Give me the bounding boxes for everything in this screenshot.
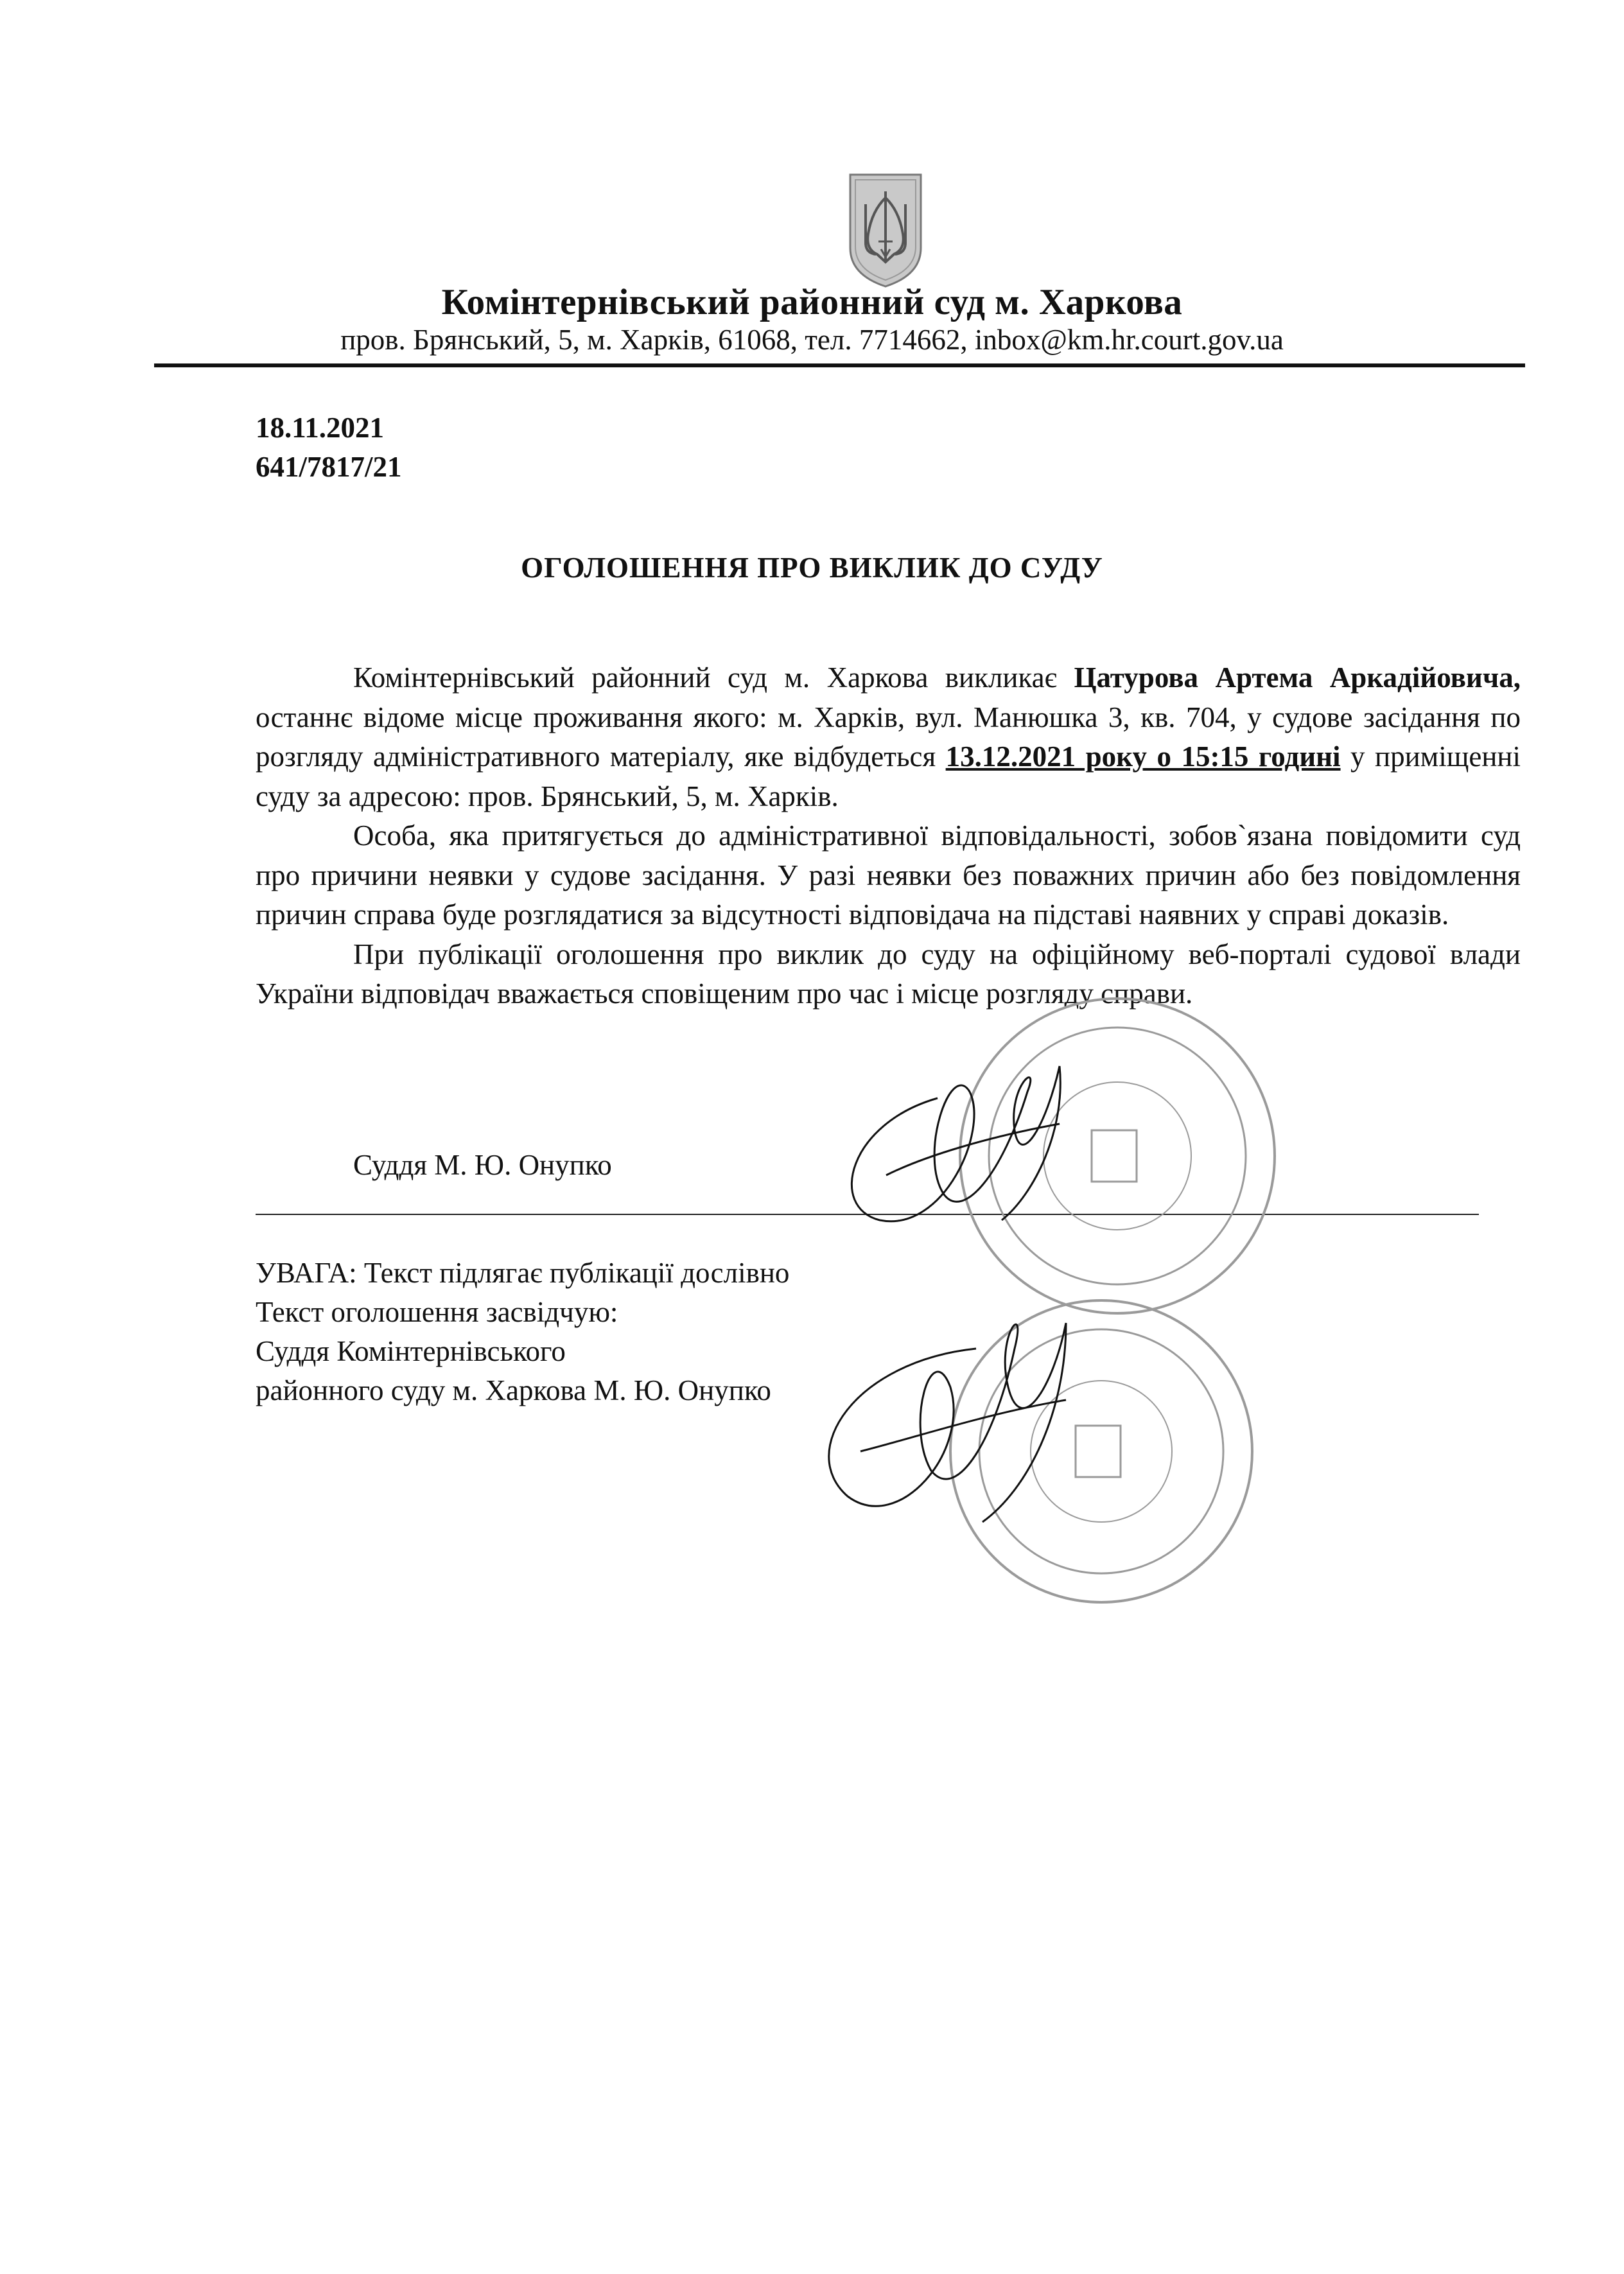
certifying-handwritten-signature xyxy=(829,1323,1066,1522)
document-title: ОГОЛОШЕННЯ ПРО ВИКЛИК ДО СУДУ xyxy=(521,552,1103,584)
footer-warning: УВАГА: Текст підлягає публікації дослівно xyxy=(256,1257,790,1289)
certification-block xyxy=(256,1254,789,1410)
paragraph-obligation: Особа, яка притягується до адміністративної відповідальності, зобов`язана повідомити суд про причини неявки у судове засідання. У разі неявки без поважних причин або без повідомлення причин справа буде розглядатися за відсутності відповідача на підставі наявних у справі доказів. xyxy=(256,819,1521,931)
paragraph-publication: При публікації оголошення про виклик до суду на офіційному веб-порталі судової влади України відповідач вважається сповіщеним про час і місце розгляду справи. xyxy=(256,938,1521,1010)
summons-location: у приміщенні суду за адресою: пров. Брянський, 5, м. Харків. xyxy=(256,740,1521,812)
footer-judge-name: районного суду м. Харкова М. Ю. Онупко xyxy=(256,1374,771,1406)
case-number: 641/7817/21 xyxy=(256,451,402,483)
stamps-and-signatures xyxy=(758,963,1336,1605)
trident-coat-of-arms-icon xyxy=(846,172,925,289)
announcement-body xyxy=(256,658,1521,1014)
court-seal-lower xyxy=(950,1300,1252,1602)
hearing-datetime: 13.12.2021 року о 15:15 годині xyxy=(945,740,1341,773)
court-name: Комінтернівський районний суд м. Харкова xyxy=(441,282,1183,322)
footer-divider xyxy=(256,1214,1479,1215)
header-divider xyxy=(154,363,1525,367)
summons-intro: Комінтернівський районний суд м. Харкова викликає xyxy=(353,661,1074,694)
summoned-person-name: Цатурова Артема Аркадійовича, xyxy=(1074,661,1521,694)
court-seal-upper xyxy=(960,999,1275,1313)
document-date: 18.11.2021 xyxy=(256,412,385,444)
summons-details: останнє відоме місце проживання якого: м. Харків, вул. Манюшка 3, кв. 704, у судове засідання по розгляду адміністративного матеріалу, яке відбудеться xyxy=(256,701,1521,773)
judge-signature-line: Суддя М. Ю. Онупко xyxy=(353,1149,612,1181)
coat-of-arms xyxy=(846,172,925,289)
court-address: пров. Брянський, 5, м. Харків, 61068, тел. 7714662, inbox@km.hr.court.gov.ua xyxy=(340,324,1284,356)
paragraph-summons xyxy=(256,658,1521,816)
footer-certify: Текст оголошення засвідчую: xyxy=(256,1296,618,1328)
footer-judge-title: Суддя Комінтернівського xyxy=(256,1335,566,1367)
judge-handwritten-signature xyxy=(851,1066,1060,1221)
